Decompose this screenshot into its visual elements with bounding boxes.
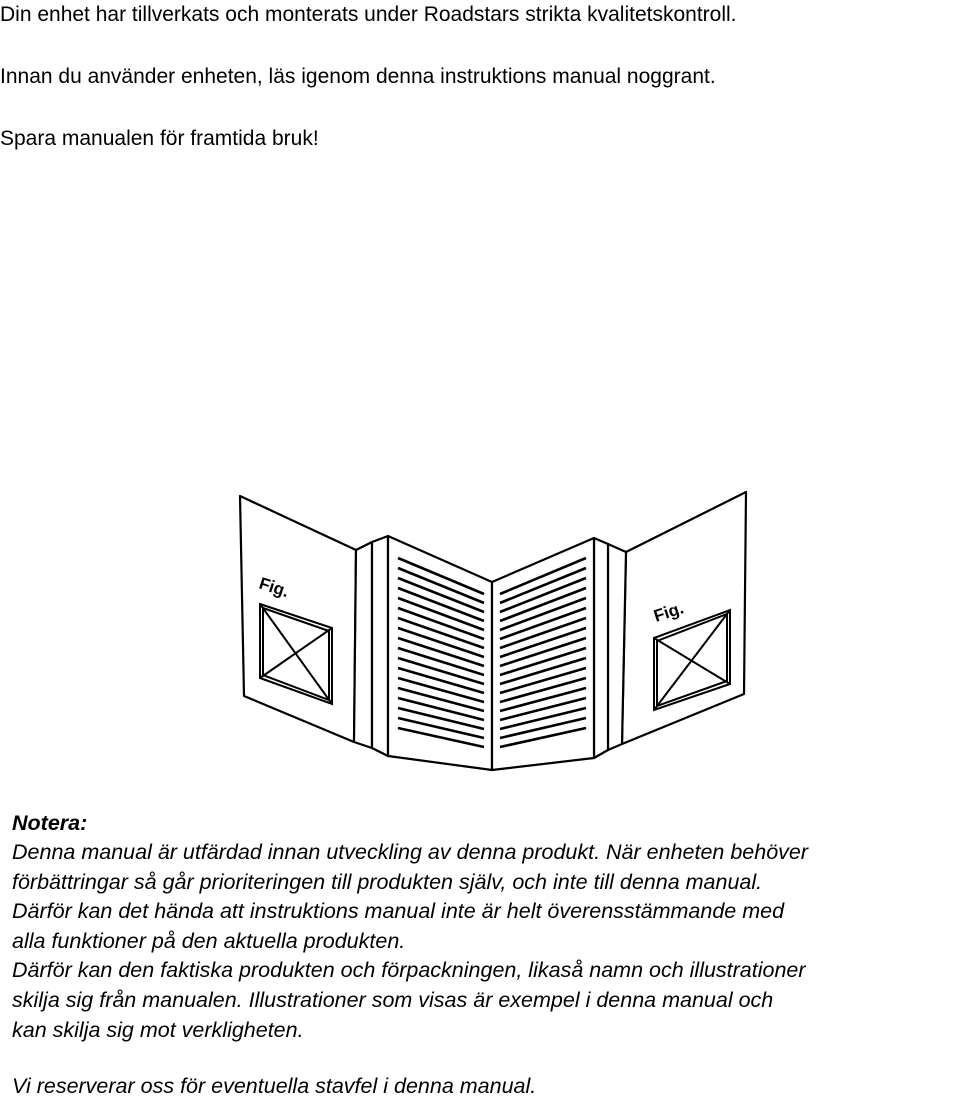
open-book-icon (232, 488, 750, 776)
note-section (12, 808, 958, 1045)
left-foldout-panel (240, 496, 356, 742)
note-line: kan skilja sig mot verkligheten. (12, 1017, 304, 1042)
note-line: skilja sig från manualen. Illustrationer som visas är exempel i denna manual och (12, 987, 774, 1012)
note-line: förbättringar så går prioriteringen till produkten själv, och inte till denna manual. (12, 869, 763, 894)
note-line: Därför kan det hända att instruktions manual inte är helt överensstämmande med (12, 899, 785, 924)
intro-line-quality: Din enhet har tillverkats och monterats under Roadstars strikta kvalitetskontroll. (0, 3, 737, 26)
intro-line-read-manual: Innan du använder enheten, läs igenom denna instruktions manual noggrant. (0, 65, 716, 88)
note-line: Denna manual är utfärdad innan utveckling av denna produkt. När enheten behöver (12, 840, 809, 864)
open-manual-illustration (232, 488, 750, 776)
note-line: Därför kan den faktiska produkten och förpackningen, likaså namn och illustrationer (12, 958, 806, 983)
intro-line-save-manual: Spara manualen för framtida bruk! (0, 127, 319, 150)
note-line: alla funktioner på den aktuella produkten. (12, 928, 406, 953)
left-figure-label: Fig. (256, 573, 292, 602)
note-heading: Notera: (12, 811, 88, 835)
right-figure-label: Fig. (651, 598, 686, 626)
note-body (12, 838, 958, 1045)
typo-disclaimer: Vi reserverar oss för eventuella stavfel i denna manual. (12, 1074, 537, 1098)
